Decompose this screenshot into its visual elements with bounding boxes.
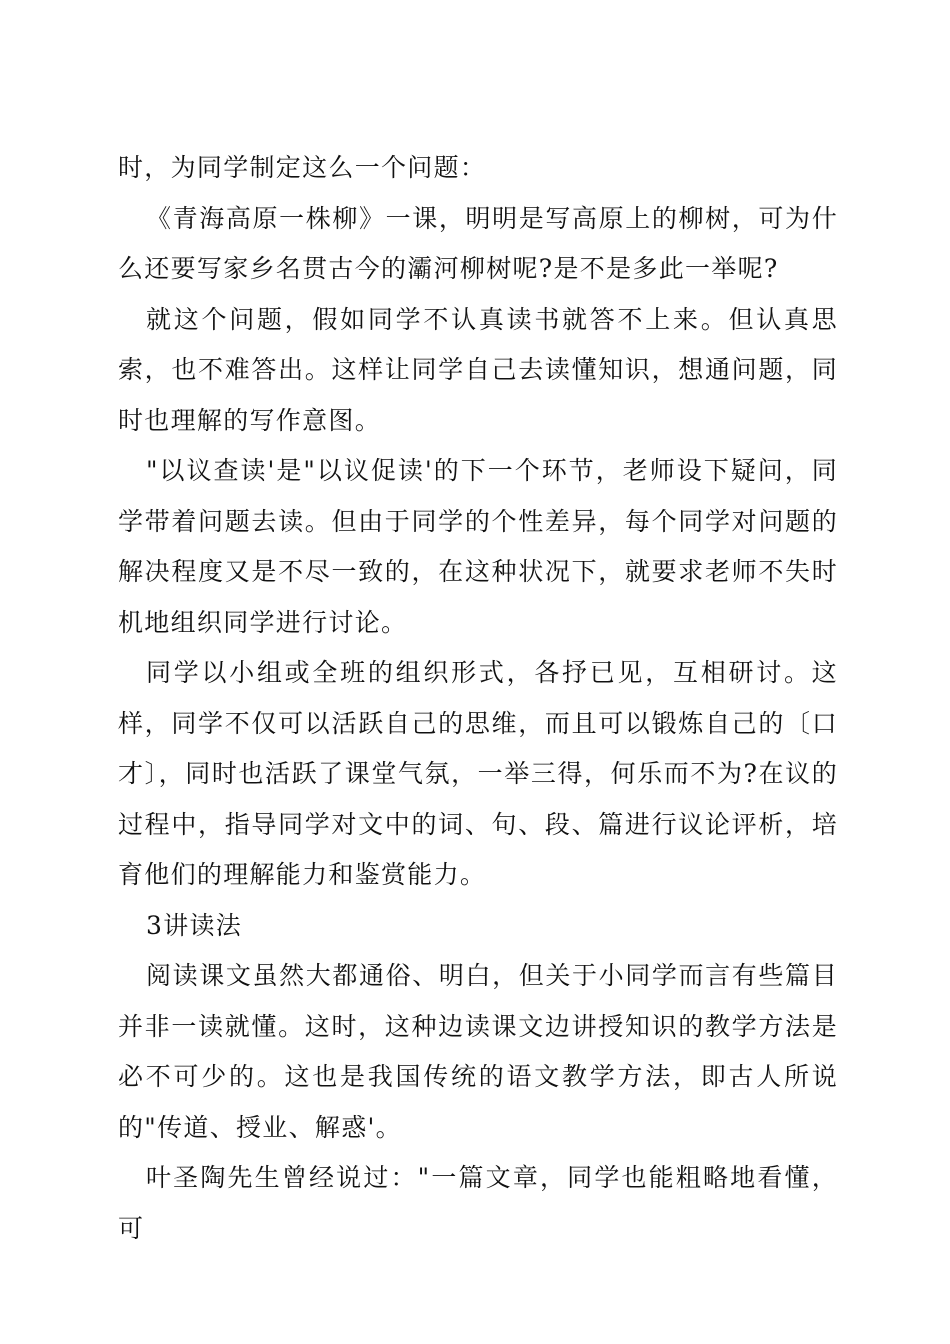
paragraph-reading-method: 阅读课文虽然大都通俗、明白，但关于小同学而言有些篇目并非一读就懂。这时，这种边读课文边讲授知识的教学方法是必不可少的。这也是我国传统的语文教学方法，即古人所说的"传道、授业、解惑'。 — [118, 961, 838, 1142]
paragraph-quote: 叶圣陶先生曾经说过："一篇文章，同学也能粗略地看懂，可 — [118, 1163, 838, 1243]
document-body — [118, 143, 838, 1254]
paragraph-answer: 就这个问题，假如同学不认真读书就答不上来。但认真思索，也不难答出。这样让同学自己去读懂知识，想通问题，同时也理解的写作意图。 — [118, 304, 838, 435]
section-heading: 3讲读法 — [146, 910, 243, 940]
paragraph-discussion: "以议查读'是"以议促读'的下一个环节，老师设下疑问，同学带着问题去读。但由于同学的个性差异，每个同学对问题的解决程度又是不尽一致的，在这种状况下，就要求老师不失时机地组织同学进行讨论。 — [118, 456, 838, 637]
paragraph-question-intro: 时，为同学制定这么一个问题： — [118, 153, 487, 182]
paragraph-group-study: 同学以小组或全班的组织形式，各抒已见，互相研讨。这样，同学不仅可以活跃自己的思维，而且可以锻炼自己的〔口才〕，同时也活跃了课堂气氛，一举三得，何乐而不为?在议的过程中，指导同学对文中的词、句、段、篇进行议论评析，培育他们的理解能力和鉴赏能力。 — [118, 658, 838, 889]
paragraph-question: 《青海高原一株柳》一课，明明是写高原上的柳树，可为什么还要写家乡名贯古今的灞河柳树呢?是不是多此一举呢? — [118, 203, 838, 283]
